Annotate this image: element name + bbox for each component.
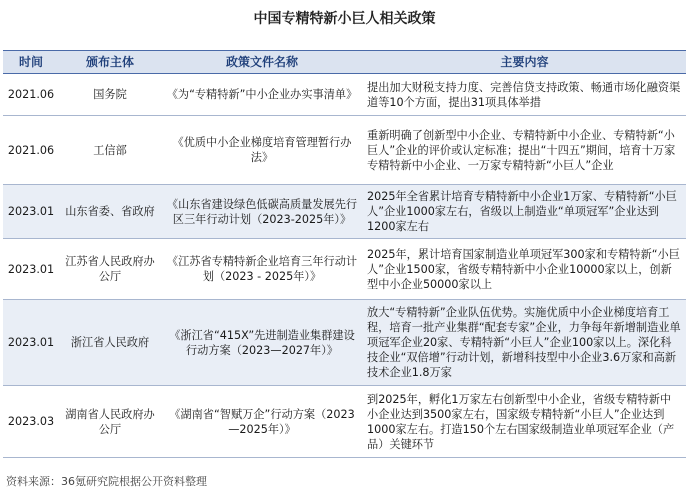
row-time: 2023.01: [3, 239, 59, 300]
header-issuer: 颁布主体: [59, 51, 161, 74]
row-time: 2023.01: [3, 185, 59, 239]
row-time: 2021.06: [3, 116, 59, 185]
table-header-row: [3, 51, 686, 74]
row-policy-name: 《为“专精特新”中小企业办实事清单》: [161, 74, 363, 116]
row-policy-name: 《优质中小企业梯度培育管理暂行办法》: [161, 116, 363, 185]
row-policy-name: 《湖南省“智赋万企”行动方案（2023—2025年）》: [161, 386, 363, 458]
table-row: [3, 239, 686, 300]
page-title: 中国专精特新小巨人相关政策: [253, 11, 436, 27]
row-issuer: 山东省委、省政府: [59, 185, 161, 239]
row-issuer: 工信部: [59, 116, 161, 185]
table-row: [3, 74, 686, 116]
row-content: 2025年全省累计培育专精特新中小企业1万家、专精特新“小巨人”企业1000家左右，省级以上制造业“单项冠军”企业达到1200家左右: [363, 185, 686, 239]
row-content: 放大“专精特新”企业队伍优势。实施优质中小企业梯度培育工程，培育一批产业集群“配套专家”企业，力争每年新增制造业单项冠军企业20家、专精特新“小巨人”企业100家以上。深化科技企业“双倍增”行动计划，新增科技型中小企业3.6万家和高新技术企业1.8万家: [363, 300, 686, 386]
policy-table: [3, 50, 686, 458]
header-policy-name: 政策文件名称: [161, 51, 363, 74]
row-policy-name: 《浙江省“415X”先进制造业集群建设行动方案（2023—2027年）》: [161, 300, 363, 386]
row-content: 重新明确了创新型中小企业、专精特新中小企业、专精特新“小巨人”企业的评价或认定标准；提出“十四五”期间，培育十万家专精特新中小企业、一万家专精特新“小巨人”企业: [363, 116, 686, 185]
header-time: 时间: [3, 51, 59, 74]
row-issuer: 湖南省人民政府办公厅: [59, 386, 161, 458]
table-row: [3, 185, 686, 239]
table-row: [3, 386, 686, 458]
row-time: 2023.03: [3, 386, 59, 458]
row-time: 2023.01: [3, 300, 59, 386]
source-note: 资料来源：36氪研究院根据公开资料整理: [6, 475, 207, 488]
row-policy-name: 《江苏省专精特新企业培育三年行动计划（2023 - 2025年）》: [161, 239, 363, 300]
row-content: 提出加大财税支持力度、完善信贷支持政策、畅通市场化融资渠道等10个方面，提出31项具体举措: [363, 74, 686, 116]
header-content: 主要内容: [363, 51, 686, 74]
row-issuer: 国务院: [59, 74, 161, 116]
table-row: [3, 116, 686, 185]
row-policy-name: 《山东省建设绿色低碳高质量发展先行区三年行动计划（2023-2025年）》: [161, 185, 363, 239]
row-issuer: 江苏省人民政府办公厅: [59, 239, 161, 300]
row-time: 2021.06: [3, 74, 59, 116]
table-row: [3, 300, 686, 386]
row-content: 2025年，累计培育国家制造业单项冠军300家和专精特新“小巨人”企业1500家，省级专精特新中小企业10000家以上，创新型中小企业50000家以上: [363, 239, 686, 300]
row-content: 到2025年，孵化1万家左右创新型中小企业，省级专精特新中小企业达到3500家左右，国家级专精特新“小巨人”企业达到1000家左右。打造150个左右国家级制造业单项冠军企业（产品）关键环节: [363, 386, 686, 458]
row-issuer: 浙江省人民政府: [59, 300, 161, 386]
